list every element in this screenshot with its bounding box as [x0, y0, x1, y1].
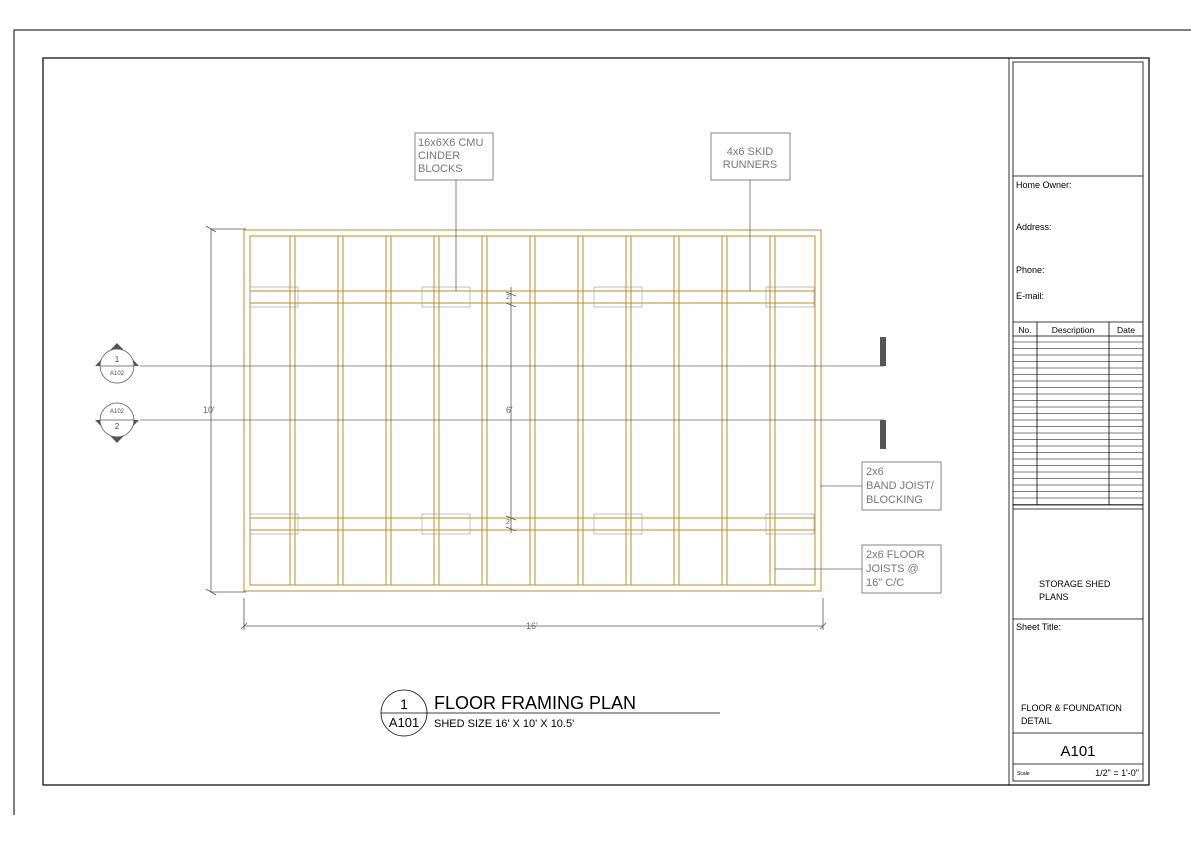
section-end-mark-2 — [880, 420, 886, 449]
scale-label: Scale — [1017, 771, 1030, 777]
floor-joist — [290, 236, 295, 585]
sheet-title-label: Sheet Title: — [1016, 622, 1062, 632]
floor-joist — [722, 236, 727, 585]
floor-joist — [626, 236, 631, 585]
revision-table-rows — [1013, 342, 1143, 505]
section-number: 2 — [114, 422, 120, 431]
floor-joist — [578, 236, 583, 585]
skid-runner — [250, 518, 815, 530]
band-joist-inner — [250, 236, 815, 585]
cmu-block — [766, 514, 814, 534]
cmu-block — [250, 514, 298, 534]
callout-line: JOISTS @ — [866, 563, 919, 575]
floor-joist — [434, 236, 439, 585]
project-name-line: PLANS — [1039, 592, 1069, 602]
callout-line: 2x6 FLOOR — [866, 549, 925, 561]
callout-line: 4x6 SKID — [726, 146, 774, 158]
sheet-title-line: FLOOR & FOUNDATION — [1021, 703, 1122, 713]
callout-line: BLOCKING — [866, 494, 923, 506]
callout-cmu-blocks — [415, 133, 493, 291]
sheet-number: A101 — [1060, 743, 1096, 760]
floor-joist — [674, 236, 679, 585]
dim-bottom-offset-label: 2' — [506, 519, 512, 526]
section-marker-1[interactable] — [95, 343, 139, 383]
callout-line: 16x6X6 CMU — [418, 137, 484, 149]
cmu-block — [594, 287, 642, 307]
home-owner-label: Home Owner: — [1016, 180, 1072, 190]
callout-line: 16" C/C — [866, 577, 905, 589]
section-sheet: A102 — [109, 409, 125, 415]
drawing-sheet-ref: A101 — [388, 715, 420, 730]
callout-line: BAND JOIST/ — [866, 480, 934, 492]
callout-floor-joists — [775, 545, 941, 593]
dim-top-offset-label: 2' — [506, 294, 512, 301]
dimension-lines — [206, 226, 826, 630]
rev-header-no: No. — [1018, 325, 1032, 335]
section-number: 1 — [114, 355, 120, 364]
section-cut-lines — [140, 337, 886, 449]
rev-header-description: Description — [1051, 325, 1095, 335]
dim-runner-spacing-label: 6' — [506, 405, 513, 415]
floor-joist — [338, 236, 343, 585]
address-label: Address: — [1016, 222, 1052, 232]
callout-skid-runners — [711, 133, 790, 291]
title-block — [1009, 58, 1143, 785]
cmu-block — [422, 287, 470, 307]
callout-band-joist — [820, 462, 941, 510]
floor-joist — [482, 236, 487, 585]
callout-line: CINDER — [418, 150, 461, 162]
cmu-block — [422, 514, 470, 534]
drawing-number: 1 — [400, 696, 408, 712]
floor-joist — [530, 236, 535, 585]
callout-line: 2x6 — [866, 466, 884, 478]
rev-header-date: Date — [1117, 325, 1135, 335]
drawing-title — [381, 690, 720, 736]
drawing-subtitle: SHED SIZE 16' X 10' X 10.5' — [434, 718, 575, 730]
section-sheet: A102 — [109, 371, 125, 377]
cmu-block — [250, 287, 298, 307]
drawing-title-text: FLOOR FRAMING PLAN — [434, 693, 637, 713]
skid-runner — [250, 291, 815, 303]
phone-label: Phone: — [1016, 265, 1045, 275]
project-name-line: STORAGE SHED — [1039, 579, 1111, 589]
floor-joist — [770, 236, 775, 585]
email-label: E-mail: — [1016, 291, 1045, 301]
scale-value: 1/2" = 1'-0" — [1095, 768, 1139, 778]
section-end-mark-1 — [880, 337, 886, 366]
title-block-text — [1016, 180, 1139, 778]
floor-joist — [386, 236, 391, 585]
cmu-block — [594, 514, 642, 534]
dim-length-label: 16' — [526, 621, 538, 631]
sheet-title-line: DETAIL — [1021, 716, 1052, 726]
dimension-labels — [203, 294, 538, 631]
floor-framing — [244, 230, 821, 591]
callout-line: RUNNERS — [722, 159, 778, 171]
dim-width-label: 10' — [203, 405, 215, 415]
section-marker-2[interactable] — [95, 403, 139, 443]
callout-line: BLOCKS — [418, 163, 463, 175]
band-joist-outer — [244, 230, 821, 591]
cmu-block — [766, 287, 814, 307]
